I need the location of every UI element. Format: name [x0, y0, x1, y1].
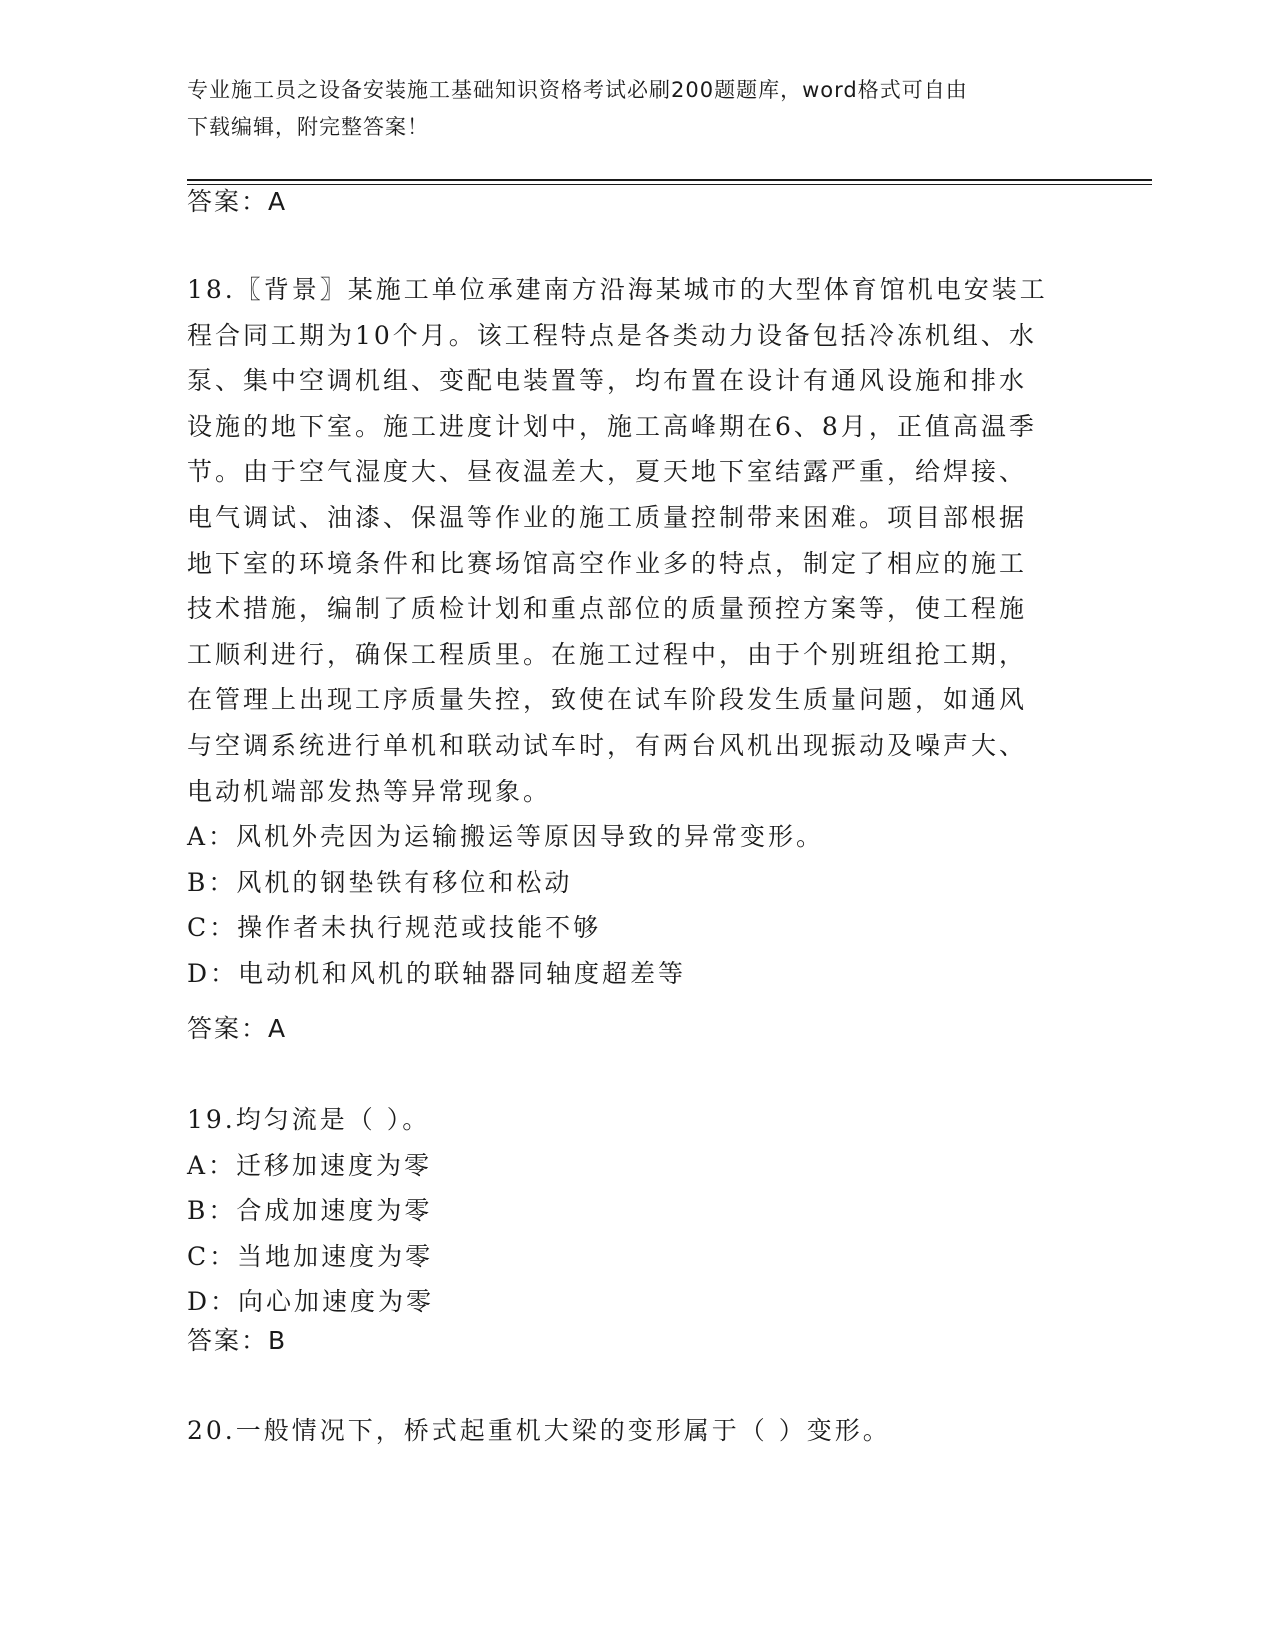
q18-option-d: D：电动机和风机的联轴器同轴度超差等 [187, 958, 687, 988]
q18-option-b: B：风机的钢垫铁有移位和松动 [187, 867, 573, 897]
q18-text-line: 设施的地下室。施工进度计划中，施工高峰期在6、8月，正值高温季 [187, 411, 1037, 441]
q18-text-line: 18.〖背景〗某施工单位承建南方沿海某城市的大型体育馆机电安装工 [187, 275, 1048, 304]
q18-text-line: 工顺利进行，确保工程质里。在施工过程中，由于个别班组抢工期， [187, 639, 1028, 669]
q18-text-line: 电气调试、油漆、保温等作业的施工质量控制带来困难。项目部根据 [187, 502, 1028, 532]
q19-answer: 答案：B [187, 1326, 288, 1355]
q19-option-b: B：合成加速度为零 [187, 1196, 433, 1226]
q18-option-a: A：风机外壳因为运输搬运等原因导致的异常变形。 [187, 822, 825, 852]
q18-text-line: 技术措施，编制了质检计划和重点部位的质量预控方案等，使工程施 [187, 594, 1028, 624]
header-divider-thick [187, 179, 1152, 181]
header-line-1: 专业施工员之设备安装施工基础知识资格考试必刷200题题库，word格式可自由 [187, 78, 968, 102]
header-line-2: 下载编辑，附完整答案！ [187, 115, 429, 139]
header-divider-thin [187, 184, 1152, 185]
q18-text-line: 程合同工期为10个月。该工程特点是各类动力设备包括冷冻机组、水 [187, 320, 1037, 350]
q18-text-line: 电动机端部发热等异常现象。 [187, 776, 552, 806]
q18-text-line: 在管理上出现工序质量失控，致使在试车阶段发生质量问题，如通风 [187, 685, 1028, 715]
q19-question: 19.均匀流是（ ）。 [187, 1105, 431, 1134]
q18-option-c: C：操作者未执行规范或技能不够 [187, 913, 602, 943]
q18-text-line: 与空调系统进行单机和联动试车时，有两台风机出现振动及噪声大、 [187, 730, 1028, 760]
document-header [187, 72, 1067, 146]
question-18 [187, 267, 1087, 997]
q18-text-line: 地下室的环境条件和比赛场馆高空作业多的特点，制定了相应的施工 [187, 548, 1028, 578]
q19-option-a: A：迁移加速度为零 [187, 1150, 433, 1180]
q19-option-c: C：当地加速度为零 [187, 1241, 434, 1271]
question-19 [187, 1097, 1087, 1325]
q18-answer: 答案：A [187, 1014, 288, 1043]
q18-text-line: 节。由于空气湿度大、昼夜温差大，夏天地下室结露严重，给焊接、 [187, 457, 1028, 487]
answer-prev: 答案：A [187, 187, 288, 216]
q19-option-d: D：向心加速度为零 [187, 1287, 435, 1317]
q20-question: 20.一般情况下，桥式起重机大梁的变形属于（ ）变形。 [187, 1416, 891, 1445]
q18-text-line: 泵、集中空调机组、变配电装置等，均布置在设计有通风设施和排水 [187, 366, 1028, 396]
question-20 [187, 1408, 1087, 1454]
